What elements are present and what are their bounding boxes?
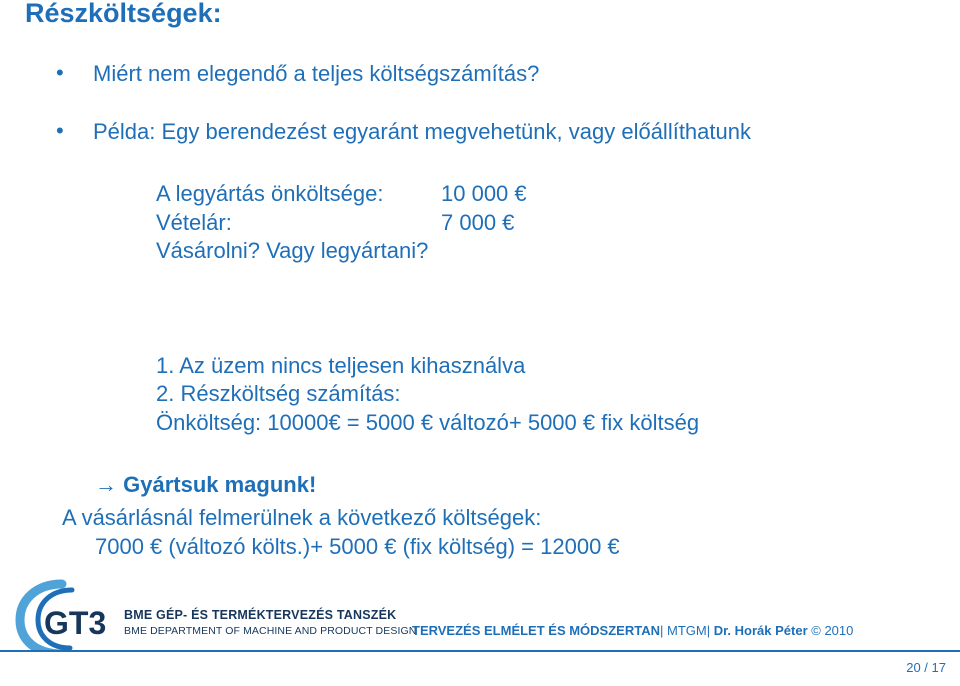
- example-row1-label: A legyártás önköltsége:: [156, 181, 384, 206]
- gt3-logo: [14, 578, 122, 660]
- footer-course-line: [412, 623, 853, 638]
- footer-bar: [0, 650, 960, 686]
- course-title: TERVEZÉS ELMÉLET ÉS MÓDSZERTAN: [412, 623, 660, 638]
- department-name-en: BME DEPARTMENT OF MACHINE AND PRODUCT DESIGN: [124, 625, 417, 637]
- example-row2-value: 7 000 €: [441, 210, 515, 235]
- department-name-hu: BME GÉP- ÉS TERMÉKTERVEZÉS TANSZÉK: [124, 608, 397, 622]
- calculation-line: Önköltség: 10000€ = 5000 € változó+ 5000 € fix költség: [156, 410, 700, 435]
- numbered-item-1: 1. Az üzem nincs teljesen kihasználva: [156, 353, 526, 378]
- numbered-item-2: 2. Részköltség számítás:: [156, 381, 401, 406]
- example-row1-value: 10 000 €: [441, 181, 527, 206]
- logo-text: GT3: [44, 605, 107, 641]
- conclusion-text: → Gyártsuk magunk!: [95, 472, 317, 497]
- bullet-item-1: Miért nem elegendő a teljes költségszámítás?: [93, 61, 540, 86]
- org-name: MTGM: [666, 623, 707, 638]
- bullet-marker: •: [56, 60, 64, 85]
- author-name: Dr. Horák Péter: [713, 623, 808, 638]
- slide-title: Részköltségek:: [25, 0, 222, 28]
- separator: |: [659, 623, 667, 638]
- separator: |: [706, 623, 714, 638]
- bullet-marker: •: [56, 118, 64, 143]
- purchase-calculation: 7000 € (változó költs.)+ 5000 € (fix költség) = 12000 €: [95, 534, 620, 559]
- copyright: © 2010: [811, 623, 854, 638]
- purchase-intro: A vásárlásnál felmerülnek a következő költségek:: [62, 505, 542, 530]
- example-question: Vásárolni? Vagy legyártani?: [156, 238, 429, 263]
- example-row2-label: Vételár:: [156, 210, 232, 235]
- page-number: 20 / 17: [906, 660, 946, 675]
- bullet-item-2: Példa: Egy berendezést egyaránt megvehetünk, vagy előállíthatunk: [93, 119, 751, 144]
